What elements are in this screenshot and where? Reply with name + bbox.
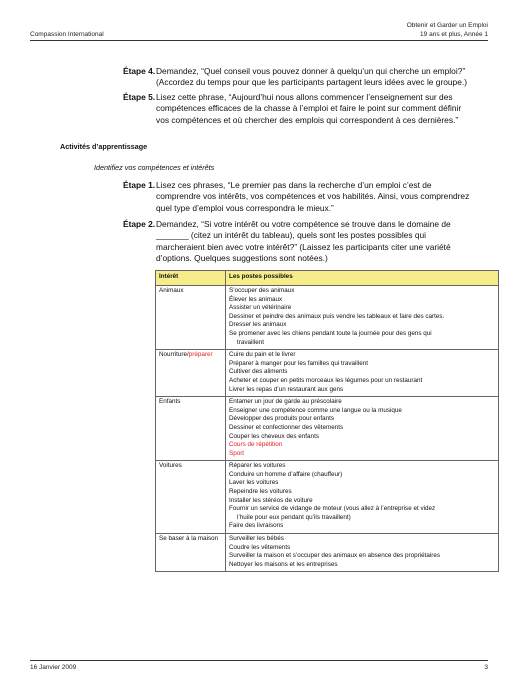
- step-label: Étape 2.: [123, 219, 156, 229]
- job-item-text: Installer les stéréos de voiture: [229, 496, 313, 504]
- table-row: [156, 461, 499, 534]
- job-item-text: Dessiner et peindre des animaux puis vendre les tableaux et faire des cartes.: [229, 312, 445, 320]
- interest-cell: [156, 397, 226, 461]
- jobs-cell: [226, 350, 499, 397]
- job-item: [229, 377, 495, 386]
- job-item: [229, 424, 495, 433]
- job-item: [229, 313, 495, 322]
- step-line: compétences efficaces de la chasse à l’emploi et faire le point sur comment définir: [156, 103, 462, 114]
- step-line: d’options. Quelques suggestions sont notées.): [156, 252, 328, 263]
- job-item: [229, 296, 495, 305]
- job-item-text: Nettoyer les maisons et les entreprises: [229, 560, 338, 568]
- interest-label-annotation: préparer: [188, 351, 213, 359]
- step-line: comprendre vos intérêts, vos compétences et vos habilités. Ainsi, vous comprendrez: [156, 191, 470, 202]
- job-item: [229, 407, 495, 416]
- job-item-text: Réparer les voitures: [229, 462, 286, 470]
- interest-cell: [156, 286, 226, 350]
- job-item: [229, 330, 495, 347]
- step-line: (Accordez du temps pour que les participants partagent leurs idées avec le groupe.): [156, 77, 467, 88]
- jobs-cell: [226, 286, 499, 350]
- step-text: [156, 66, 467, 89]
- step-line: quel type d’emploi vous correspondra le mieux.”: [156, 202, 334, 213]
- job-item-text: Repeindre les voitures: [229, 488, 292, 496]
- job-item: [229, 479, 495, 488]
- interest-label: Enfants: [159, 398, 181, 406]
- header-organization: Compassion International: [30, 31, 104, 38]
- job-item-text: Dresser les animaux: [229, 321, 287, 329]
- job-item: [229, 368, 495, 377]
- step-line: _______ (citez un intérêt du tableau), quels sont les postes possibles qui: [156, 230, 427, 241]
- job-item: [229, 386, 495, 395]
- column-header-interest: Intérêt: [156, 271, 226, 286]
- table-row: [156, 286, 499, 350]
- job-item: [229, 552, 495, 561]
- header-divider: [30, 40, 488, 41]
- interest-label: Animaux: [159, 287, 184, 294]
- step-text: [156, 92, 461, 126]
- job-item-continuation: l’huile pour eux pendant qu’ils travaillent): [237, 513, 351, 521]
- header-title: Obtenir et Garder un Emploi: [406, 22, 488, 29]
- job-item-text: Surveiller les bébés: [229, 535, 284, 543]
- job-item: [229, 287, 495, 296]
- job-item-text: Conduire un homme d’affaire (chauffeur): [229, 470, 343, 478]
- step-line: Demandez, “Quel conseil vous pouvez donner à quelqu’un qui cherche un emploi?”: [156, 66, 466, 76]
- job-item-text: Couper les cheveux des enfants: [229, 432, 319, 440]
- job-item-text: Préparer à manger pour les familles qui travaillent: [229, 359, 368, 367]
- job-item: [229, 304, 495, 313]
- job-item-text: Développer des produits pour enfants: [229, 415, 335, 423]
- table-row: [156, 350, 499, 397]
- table-header-row: [156, 271, 499, 286]
- interest-label: Nourriture/: [159, 351, 189, 359]
- job-item-text: Cuire du pain et le livrer: [229, 351, 296, 359]
- job-item-text: Fournir un service de vidange de moteur (vous allez à l’entreprise et videz: [229, 505, 436, 513]
- step-text: [156, 180, 469, 214]
- header-title-block: [407, 22, 488, 39]
- job-item-text: Faire des livraisons: [229, 522, 284, 530]
- step-line: Lisez ces phrases, “Le premier pas dans la recherche d’un emploi c’est de: [156, 180, 432, 190]
- interest-cell: [156, 461, 226, 534]
- job-item: [229, 462, 495, 471]
- job-item: [229, 544, 495, 553]
- step-label: Étape 5.: [123, 92, 156, 102]
- job-item-continuation: travaillent: [237, 338, 264, 346]
- job-item-text: Acheter et couper en petits morceaux les légumes pour un restaurant: [229, 376, 423, 384]
- job-item: [229, 488, 495, 497]
- job-item: [229, 471, 495, 480]
- footer-divider: [30, 660, 488, 661]
- column-header-jobs: Les postes possibles: [226, 271, 499, 286]
- jobs-cell: [226, 461, 499, 534]
- job-item: [229, 497, 495, 506]
- step-line: Demandez, “Si votre intérêt ou votre compétence se trouve dans le domaine de: [156, 219, 451, 229]
- job-item: [229, 505, 495, 522]
- step-line: marcheraient bien avec votre intérêt?” (Laissez les participants citer une variété: [156, 241, 451, 252]
- step-line: Lisez cette phrase, “Aujourd’hui nous allons commencer l’enseignement sur des: [156, 92, 453, 102]
- section-title: Activités d’apprentissage: [60, 142, 148, 151]
- job-item: [229, 321, 495, 330]
- job-item-text: Enseigner une compétence comme une langue ou la musique: [229, 406, 402, 414]
- page-number: 3: [484, 664, 488, 671]
- interest-label: Voitures: [159, 462, 182, 470]
- step-text: [156, 219, 451, 264]
- job-item: [229, 561, 495, 570]
- job-item: [229, 398, 495, 407]
- job-item-text: S’occuper des animaux: [229, 287, 295, 294]
- job-item-text: Dessiner et confectionner des vêtements: [229, 423, 344, 431]
- table-row: [156, 397, 499, 461]
- job-item: [229, 415, 495, 424]
- job-item-text: Cultiver des aliments: [229, 368, 288, 376]
- interest-label: Se baser à la maison: [159, 535, 219, 543]
- job-item-text: Laver les voitures: [229, 479, 279, 487]
- step-line: vos compétences et où chercher des emplois qui correspondent à ces dernières.”: [156, 114, 459, 125]
- job-item: [229, 450, 495, 459]
- job-item: [229, 433, 495, 442]
- job-item: [229, 351, 495, 360]
- footer-date: 16 Janvier 2009: [30, 664, 77, 671]
- job-item: [229, 441, 495, 450]
- step-label: Étape 4.: [123, 66, 156, 76]
- job-item-text: Entamer un jour de garde au préscolaire: [229, 398, 342, 406]
- table-body: [156, 286, 499, 572]
- job-item: [229, 360, 495, 369]
- subsection-title: Identifiez vos compétences et intérêts: [94, 163, 215, 172]
- job-item-text: Coudre les vêtements: [229, 543, 291, 551]
- interests-table: [155, 270, 499, 572]
- job-item-text: Livrer les repas d’un restaurant aux gens: [229, 385, 344, 393]
- job-item-text: Se promener avec les chiens pendant toute la journée pour des gens qui: [229, 329, 432, 337]
- jobs-cell: [226, 534, 499, 572]
- job-item-text: Élever les animaux: [229, 295, 283, 303]
- step-label: Étape 1.: [123, 180, 156, 190]
- job-item: [229, 522, 495, 531]
- interest-cell: [156, 350, 226, 397]
- job-item-text: Sport: [229, 449, 245, 457]
- interest-cell: [156, 534, 226, 572]
- jobs-cell: [226, 397, 499, 461]
- table-row: [156, 534, 499, 572]
- job-item-text: Assister un vétérinaire: [229, 304, 292, 312]
- job-item: [229, 535, 495, 544]
- job-item-text: Surveiller la maison et s’occuper des animaux en absence des propriétaires: [229, 552, 441, 560]
- header-subtitle: 19 ans et plus, Année 1: [420, 30, 488, 38]
- job-item-text: Cours de répétition: [229, 441, 283, 449]
